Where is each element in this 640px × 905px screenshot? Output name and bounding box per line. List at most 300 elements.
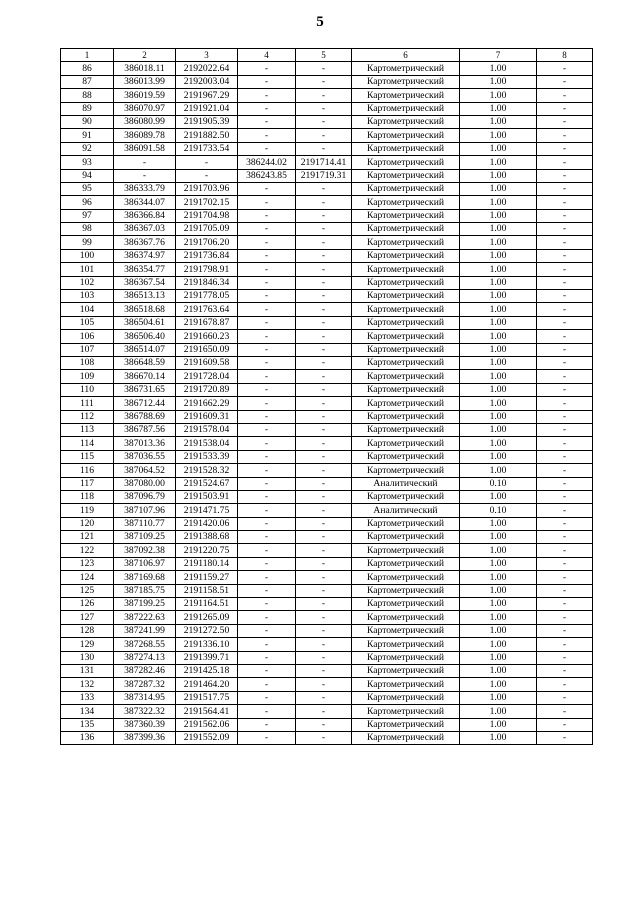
table-cell: 1.00 xyxy=(460,624,537,637)
table-cell: 136 xyxy=(61,731,114,744)
table-cell: - xyxy=(296,584,352,597)
table-cell: Картометрический xyxy=(352,102,460,115)
table-cell: Картометрический xyxy=(352,276,460,289)
table-cell: - xyxy=(296,517,352,530)
table-cell: 130 xyxy=(61,651,114,664)
table-cell: 2191388.68 xyxy=(176,531,238,544)
table-cell: 386506.40 xyxy=(114,330,176,343)
table-cell: - xyxy=(537,102,593,115)
table-cell: 2191265.09 xyxy=(176,611,238,624)
table-cell: - xyxy=(238,598,296,611)
table-cell: 2191678.87 xyxy=(176,316,238,329)
table-cell: 1.00 xyxy=(460,236,537,249)
table-cell: - xyxy=(537,370,593,383)
table-cell: Картометрический xyxy=(352,638,460,651)
table-cell: Картометрический xyxy=(352,263,460,276)
table-cell: 386354.77 xyxy=(114,263,176,276)
table-row xyxy=(61,410,593,423)
table-cell: 1.00 xyxy=(460,276,537,289)
table-cell: - xyxy=(537,651,593,664)
table-cell: - xyxy=(296,249,352,262)
table-cell: - xyxy=(537,664,593,677)
table-cell: Картометрический xyxy=(352,531,460,544)
table-cell: 1.00 xyxy=(460,169,537,182)
table-cell: 386367.76 xyxy=(114,236,176,249)
table-cell: - xyxy=(296,664,352,677)
column-header: 4 xyxy=(238,49,296,62)
table-cell: Картометрический xyxy=(352,290,460,303)
table-cell: - xyxy=(238,611,296,624)
table-row xyxy=(61,370,593,383)
table-cell: 386712.44 xyxy=(114,397,176,410)
table-cell: 2191399.71 xyxy=(176,651,238,664)
table-cell: - xyxy=(537,156,593,169)
table-cell: Картометрический xyxy=(352,370,460,383)
table-cell: 387222.63 xyxy=(114,611,176,624)
table-cell: 1.00 xyxy=(460,718,537,731)
table-cell: 387092.38 xyxy=(114,544,176,557)
table-cell: 387036.55 xyxy=(114,450,176,463)
table-cell: - xyxy=(537,236,593,249)
table-cell: 2191846.34 xyxy=(176,276,238,289)
table-cell: - xyxy=(537,557,593,570)
table-cell: 386514.07 xyxy=(114,343,176,356)
table-row xyxy=(61,437,593,450)
table-cell: 115 xyxy=(61,450,114,463)
table-cell: 86 xyxy=(61,62,114,75)
table-cell: 122 xyxy=(61,544,114,557)
table-cell: - xyxy=(537,544,593,557)
table-cell: - xyxy=(537,330,593,343)
table-cell: - xyxy=(537,263,593,276)
table-cell: 2191706.20 xyxy=(176,236,238,249)
table-cell: 386018.11 xyxy=(114,62,176,75)
table-cell: Картометрический xyxy=(352,464,460,477)
table-cell: Картометрический xyxy=(352,223,460,236)
column-header: 7 xyxy=(460,49,537,62)
table-cell: 0.10 xyxy=(460,504,537,517)
table-cell: Картометрический xyxy=(352,664,460,677)
table-row xyxy=(61,705,593,718)
table-row xyxy=(61,236,593,249)
table-row xyxy=(61,718,593,731)
table-cell: - xyxy=(296,544,352,557)
table-cell: 135 xyxy=(61,718,114,731)
table-row xyxy=(61,89,593,102)
table-row xyxy=(61,490,593,503)
table-cell: 101 xyxy=(61,263,114,276)
table-cell: - xyxy=(537,517,593,530)
table-cell: Картометрический xyxy=(352,611,460,624)
table-cell: 89 xyxy=(61,102,114,115)
table-cell: Картометрический xyxy=(352,356,460,369)
table-cell: 2191660.23 xyxy=(176,330,238,343)
table-cell: - xyxy=(238,209,296,222)
table-cell: 108 xyxy=(61,356,114,369)
table-cell: - xyxy=(296,450,352,463)
table-row xyxy=(61,330,593,343)
table-cell: 2191517.75 xyxy=(176,691,238,704)
table-cell: Картометрический xyxy=(352,303,460,316)
table-cell: - xyxy=(537,571,593,584)
table-cell: - xyxy=(238,62,296,75)
table-cell: - xyxy=(296,464,352,477)
table-row xyxy=(61,316,593,329)
table-cell: Картометрический xyxy=(352,383,460,396)
table-cell: 124 xyxy=(61,571,114,584)
column-header: 1 xyxy=(61,49,114,62)
table-cell: 107 xyxy=(61,343,114,356)
coordinates-table xyxy=(60,48,593,745)
table-row xyxy=(61,115,593,128)
table-cell: - xyxy=(296,343,352,356)
table-cell: - xyxy=(296,236,352,249)
table-cell: - xyxy=(296,303,352,316)
table-row xyxy=(61,263,593,276)
table-cell: - xyxy=(537,464,593,477)
table-cell: 386089.78 xyxy=(114,129,176,142)
table-cell: - xyxy=(238,624,296,637)
table-cell: 91 xyxy=(61,129,114,142)
table-cell: 111 xyxy=(61,397,114,410)
table-cell: - xyxy=(238,383,296,396)
table-cell: - xyxy=(296,718,352,731)
table-cell: 387287.32 xyxy=(114,678,176,691)
table-cell: 386091.58 xyxy=(114,142,176,155)
table-cell: 134 xyxy=(61,705,114,718)
table-cell: 1.00 xyxy=(460,691,537,704)
table-cell: 2191703.96 xyxy=(176,182,238,195)
table-cell: 2191702.15 xyxy=(176,196,238,209)
table-cell: - xyxy=(238,75,296,88)
table-cell: - xyxy=(238,638,296,651)
table-cell: 113 xyxy=(61,423,114,436)
table-cell: 2191564.41 xyxy=(176,705,238,718)
table-cell: 105 xyxy=(61,316,114,329)
table-cell: - xyxy=(537,182,593,195)
column-header: 5 xyxy=(296,49,352,62)
table-cell: - xyxy=(238,664,296,677)
table-cell: 386731.65 xyxy=(114,383,176,396)
table-cell: 2191533.39 xyxy=(176,450,238,463)
table-cell: 2191778.05 xyxy=(176,290,238,303)
table-cell: 132 xyxy=(61,678,114,691)
table-row xyxy=(61,731,593,744)
table-cell: 2191714.41 xyxy=(296,156,352,169)
table-cell: - xyxy=(238,356,296,369)
table-cell: 386787.56 xyxy=(114,423,176,436)
table-row xyxy=(61,397,593,410)
table-cell: Картометрический xyxy=(352,678,460,691)
table-cell: - xyxy=(296,705,352,718)
table-cell: - xyxy=(537,290,593,303)
table-cell: - xyxy=(176,169,238,182)
table-cell: 1.00 xyxy=(460,75,537,88)
table-cell: 1.00 xyxy=(460,223,537,236)
table-cell: Картометрический xyxy=(352,598,460,611)
table-cell: 1.00 xyxy=(460,423,537,436)
table-cell: 387109.25 xyxy=(114,531,176,544)
table-row xyxy=(61,343,593,356)
table-cell: 386244.02 xyxy=(238,156,296,169)
table-cell: 2191272.50 xyxy=(176,624,238,637)
table-cell: 387314.95 xyxy=(114,691,176,704)
table-cell: 102 xyxy=(61,276,114,289)
table-cell: 386333.79 xyxy=(114,182,176,195)
table-cell: 1.00 xyxy=(460,383,537,396)
table-cell: 1.00 xyxy=(460,705,537,718)
table-row xyxy=(61,571,593,584)
table-cell: 1.00 xyxy=(460,156,537,169)
table-cell: - xyxy=(238,316,296,329)
table-cell: 1.00 xyxy=(460,450,537,463)
table-cell: - xyxy=(537,142,593,155)
table-cell: 387268.55 xyxy=(114,638,176,651)
table-cell: 1.00 xyxy=(460,290,537,303)
table-cell: 2191425.18 xyxy=(176,664,238,677)
table-cell: - xyxy=(537,129,593,142)
table-cell: 386518.68 xyxy=(114,303,176,316)
table-cell: Картометрический xyxy=(352,557,460,570)
table-row xyxy=(61,129,593,142)
table-cell: - xyxy=(537,75,593,88)
table-cell: 386366.84 xyxy=(114,209,176,222)
table-cell: Картометрический xyxy=(352,343,460,356)
table-cell: 387064.52 xyxy=(114,464,176,477)
table-cell: - xyxy=(296,115,352,128)
table-cell: - xyxy=(238,142,296,155)
table-cell: 386243.85 xyxy=(238,169,296,182)
table-cell: - xyxy=(296,490,352,503)
table-row xyxy=(61,383,593,396)
table-cell: - xyxy=(238,410,296,423)
table-row xyxy=(61,691,593,704)
table-cell: 1.00 xyxy=(460,115,537,128)
table-cell: - xyxy=(238,544,296,557)
table-row xyxy=(61,544,593,557)
table-cell: - xyxy=(537,249,593,262)
table-cell: 2191720.89 xyxy=(176,383,238,396)
table-cell: - xyxy=(238,490,296,503)
table-cell: - xyxy=(238,450,296,463)
column-header: 8 xyxy=(537,49,593,62)
table-row xyxy=(61,209,593,222)
table-cell: - xyxy=(537,383,593,396)
table-cell: - xyxy=(537,89,593,102)
table-cell: 99 xyxy=(61,236,114,249)
table-cell: - xyxy=(296,624,352,637)
table-cell: - xyxy=(296,276,352,289)
table-cell: - xyxy=(296,557,352,570)
table-row xyxy=(61,624,593,637)
table-cell: 117 xyxy=(61,477,114,490)
table-cell: - xyxy=(238,584,296,597)
table-cell: - xyxy=(238,196,296,209)
table-cell: Картометрический xyxy=(352,410,460,423)
table-cell: 2191704.98 xyxy=(176,209,238,222)
table-cell: 386670.14 xyxy=(114,370,176,383)
table-cell: Картометрический xyxy=(352,330,460,343)
table-cell: 95 xyxy=(61,182,114,195)
table-cell: 387107.96 xyxy=(114,504,176,517)
table-row xyxy=(61,182,593,195)
table-row xyxy=(61,477,593,490)
table-cell: 1.00 xyxy=(460,664,537,677)
table-cell: 387199.25 xyxy=(114,598,176,611)
table-cell: Картометрический xyxy=(352,584,460,597)
table-cell: 2191538.04 xyxy=(176,437,238,450)
table-cell: 1.00 xyxy=(460,611,537,624)
table-cell: Картометрический xyxy=(352,75,460,88)
table-cell: 131 xyxy=(61,664,114,677)
table-cell: Картометрический xyxy=(352,544,460,557)
table-cell: 119 xyxy=(61,504,114,517)
table-cell: - xyxy=(238,129,296,142)
table-cell: - xyxy=(537,531,593,544)
table-cell: - xyxy=(537,584,593,597)
table-cell: 106 xyxy=(61,330,114,343)
table-cell: 1.00 xyxy=(460,571,537,584)
table-cell: - xyxy=(537,477,593,490)
table-cell: - xyxy=(238,89,296,102)
table-cell: 386080.99 xyxy=(114,115,176,128)
table-cell: 2191336.10 xyxy=(176,638,238,651)
table-cell: 2191662.29 xyxy=(176,397,238,410)
table-cell: 2191609.31 xyxy=(176,410,238,423)
table-cell: 1.00 xyxy=(460,437,537,450)
table-cell: Картометрический xyxy=(352,731,460,744)
table-cell: 90 xyxy=(61,115,114,128)
table-cell: Аналитический xyxy=(352,477,460,490)
table-row xyxy=(61,664,593,677)
table-cell: 2191967.29 xyxy=(176,89,238,102)
table-row xyxy=(61,504,593,517)
table-cell: 386367.03 xyxy=(114,223,176,236)
table-cell: 129 xyxy=(61,638,114,651)
table-cell: 1.00 xyxy=(460,410,537,423)
table-cell: 1.00 xyxy=(460,464,537,477)
table-row xyxy=(61,156,593,169)
table-cell: - xyxy=(537,115,593,128)
table-cell: - xyxy=(296,290,352,303)
table-cell: 2191763.64 xyxy=(176,303,238,316)
table-cell: - xyxy=(296,731,352,744)
table-cell: - xyxy=(238,276,296,289)
table-cell: 2191578.04 xyxy=(176,423,238,436)
table-row xyxy=(61,584,593,597)
table-row xyxy=(61,303,593,316)
table-cell: 2191528.32 xyxy=(176,464,238,477)
table-cell: - xyxy=(537,316,593,329)
table-row xyxy=(61,276,593,289)
table-cell: Картометрический xyxy=(352,62,460,75)
table-cell: 386648.59 xyxy=(114,356,176,369)
table-cell: 2191552.09 xyxy=(176,731,238,744)
table-cell: - xyxy=(238,236,296,249)
table-row xyxy=(61,651,593,664)
table-cell: 1.00 xyxy=(460,584,537,597)
table-cell: - xyxy=(537,196,593,209)
table-cell: 386367.54 xyxy=(114,276,176,289)
table-cell: Картометрический xyxy=(352,490,460,503)
table-cell: 1.00 xyxy=(460,316,537,329)
table-cell: 2191921.04 xyxy=(176,102,238,115)
table-row xyxy=(61,598,593,611)
table-cell: Картометрический xyxy=(352,437,460,450)
table-cell: 2191158.51 xyxy=(176,584,238,597)
table-cell: 2191220.75 xyxy=(176,544,238,557)
table-cell: 1.00 xyxy=(460,303,537,316)
table-row xyxy=(61,102,593,115)
table-row xyxy=(61,62,593,75)
table-cell: 387169.68 xyxy=(114,571,176,584)
table-cell: Картометрический xyxy=(352,142,460,155)
table-cell: 1.00 xyxy=(460,182,537,195)
table-row xyxy=(61,638,593,651)
table-cell: 1.00 xyxy=(460,678,537,691)
table-cell: 1.00 xyxy=(460,370,537,383)
table-cell: - xyxy=(537,504,593,517)
table-cell: 1.00 xyxy=(460,142,537,155)
table-cell: - xyxy=(296,611,352,624)
table-cell: - xyxy=(238,249,296,262)
table-cell: - xyxy=(296,598,352,611)
table-cell: - xyxy=(537,490,593,503)
table-cell: - xyxy=(114,156,176,169)
table-cell: 1.00 xyxy=(460,598,537,611)
table-cell: 109 xyxy=(61,370,114,383)
table-cell: 125 xyxy=(61,584,114,597)
table-cell: 112 xyxy=(61,410,114,423)
table-row xyxy=(61,196,593,209)
table-cell: 2191503.91 xyxy=(176,490,238,503)
table-cell: 2191562.06 xyxy=(176,718,238,731)
table-cell: Картометрический xyxy=(352,115,460,128)
table-cell: 1.00 xyxy=(460,531,537,544)
table-cell: - xyxy=(296,504,352,517)
table-cell: Картометрический xyxy=(352,705,460,718)
table-cell: - xyxy=(296,531,352,544)
table-cell: - xyxy=(537,678,593,691)
table-cell: 386013.99 xyxy=(114,75,176,88)
table-cell: - xyxy=(537,169,593,182)
table-cell: 123 xyxy=(61,557,114,570)
table-row xyxy=(61,678,593,691)
table-cell: 387274.13 xyxy=(114,651,176,664)
table-cell: - xyxy=(296,89,352,102)
table-cell: - xyxy=(537,276,593,289)
table-cell: 2191650.09 xyxy=(176,343,238,356)
table-cell: - xyxy=(238,705,296,718)
table-cell: - xyxy=(238,102,296,115)
table-cell: - xyxy=(537,303,593,316)
table-cell: 387096.79 xyxy=(114,490,176,503)
table-cell: 2191882.50 xyxy=(176,129,238,142)
table-cell: 1.00 xyxy=(460,209,537,222)
table-cell: - xyxy=(238,651,296,664)
table-row xyxy=(61,75,593,88)
table-header xyxy=(61,49,593,62)
table-cell: - xyxy=(238,303,296,316)
table-cell: 2192022.64 xyxy=(176,62,238,75)
table-cell: - xyxy=(296,75,352,88)
table-cell: Картометрический xyxy=(352,571,460,584)
table-cell: - xyxy=(238,423,296,436)
table-cell: 127 xyxy=(61,611,114,624)
table-cell: - xyxy=(296,678,352,691)
table-body xyxy=(61,62,593,745)
table-cell: 386374.97 xyxy=(114,249,176,262)
